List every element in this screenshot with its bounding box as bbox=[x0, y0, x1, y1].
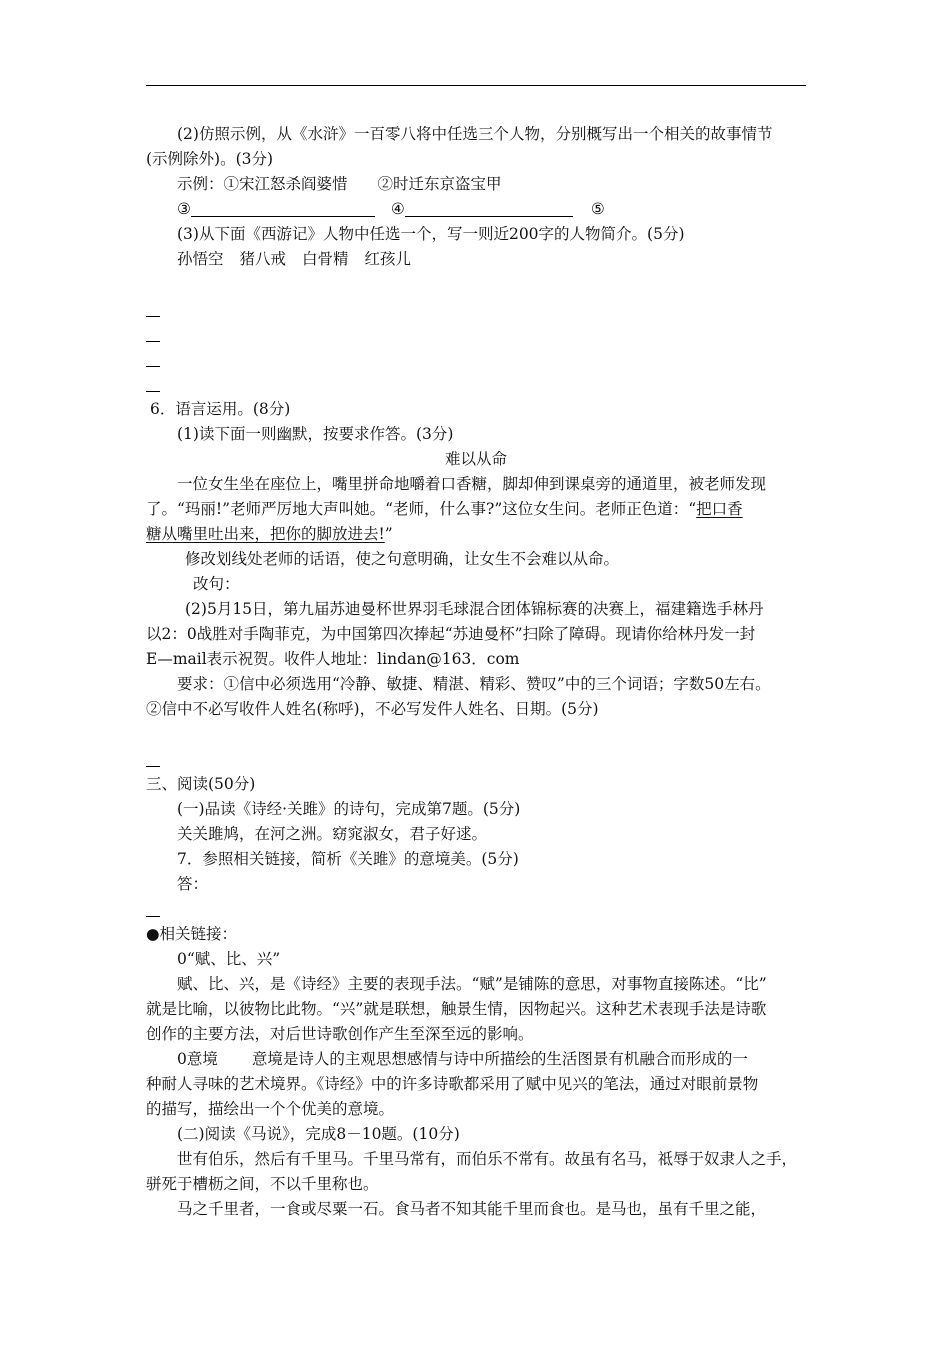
story-line-2 bbox=[146, 497, 810, 522]
poem-lines: 关关雎鸠，在河之洲。窈窕淑女，君子好逑。 bbox=[177, 825, 488, 843]
story-title: 难以从命 bbox=[444, 450, 507, 468]
q5-blanks-line bbox=[177, 197, 810, 222]
q6-instruction: 修改划线处老师的话语，使之句意明确，让女生不会难以从命。 bbox=[185, 550, 620, 568]
answer-blank-4[interactable] bbox=[405, 198, 573, 217]
answer-blank-3[interactable] bbox=[191, 198, 375, 217]
blank-5-label: ⑤ bbox=[590, 200, 605, 218]
story-line-2-text: 了。“玛丽!”老师严厉地大声叫她。“老师，什么事?”这位女生问。老师正色道：“ bbox=[146, 500, 697, 518]
character-1: 孙悟空 bbox=[177, 250, 224, 268]
q7-answer-label: 答： bbox=[177, 875, 209, 893]
section3-title: 三、阅读(50分) bbox=[146, 775, 256, 793]
q6-title: 6．语言运用。(8分) bbox=[150, 400, 291, 418]
q7-prompt: 7．参照相关链接，简析《关雎》的意境美。(5分) bbox=[177, 850, 519, 868]
mashuo-line2: 骈死于槽枥之间，不以千里称也。 bbox=[146, 1175, 379, 1193]
q5-characters bbox=[177, 247, 810, 272]
story-line-1: 一位女生坐在座位上，嘴里拼命地嚼着口香糖，脚却伸到课桌旁的通道里，被老师发现 bbox=[177, 475, 767, 493]
yijing-text: 意境是诗人的主观思想感情与诗中所描绘的生活图景有机融合而形成的一 bbox=[251, 1050, 748, 1068]
fubixing-heading: 0“赋、比、兴” bbox=[177, 950, 281, 968]
mashuo-line1: 世有伯乐，然后有千里马。千里马常有，而伯乐不常有。故虽有名马，祗辱于奴隶人之手， bbox=[177, 1150, 798, 1168]
character-3: 白骨精 bbox=[302, 250, 349, 268]
q5-sub2-line2: (示例除外)。(3分) bbox=[146, 150, 274, 168]
example-label: 示例： bbox=[177, 175, 224, 193]
fubixing-line1: 赋、比、兴，是《诗经》主要的表现手法。“赋”是铺陈的意思，对事物直接陈述。“比” bbox=[177, 975, 767, 993]
yijing-line2: 种耐人寻味的艺术境界。《诗经》中的许多诗歌都采用了赋中见兴的笔法，通过对眼前景物 bbox=[146, 1075, 759, 1093]
example-1: ①宋江怒杀阎婆惜 bbox=[223, 175, 348, 193]
q6-sub2-line1: (2)5月15日，第九届苏迪曼杯世界羽毛球混合团体锦标赛的决赛上，福建籍选手林丹 bbox=[185, 600, 764, 618]
q6-requirements-line1: 要求：①信中必须选用“冷静、敏捷、精湛、精彩、赞叹”中的三个词语；字数50左右。 bbox=[177, 675, 771, 693]
answer-line-short bbox=[146, 916, 160, 917]
blank-3-label: ③ bbox=[177, 200, 191, 218]
q5-sub2-line1: (2)仿照示例，从《水浒》一百零八将中任选三个人物，分别概写出一个相关的故事情节 bbox=[177, 125, 773, 143]
q6-answer-label: 改句： bbox=[193, 575, 240, 593]
yijing-line1 bbox=[177, 1047, 810, 1072]
answer-line-short bbox=[146, 391, 160, 392]
q6-sub2-line2: 以2：0战胜对手陶菲克，为中国第四次捧起“苏迪曼杯”扫除了障碍。现请你给林丹发一封 bbox=[146, 625, 756, 643]
character-2: 猪八戒 bbox=[239, 250, 287, 268]
related-links-label: ●相关链接： bbox=[146, 925, 238, 943]
mashuo-line3: 马之千里者，一食或尽粟一石。食马者不知其能千里而食也。是马也，虽有千里之能， bbox=[177, 1200, 767, 1218]
character-4: 红孩儿 bbox=[364, 250, 412, 268]
q6-sub2-line3: E—mail表示祝贺。收件人地址：lindan@163．com bbox=[146, 650, 520, 668]
underlined-teacher-words: 糖从嘴里吐出来，把你的脚放进去! bbox=[146, 525, 385, 543]
q5-example-line bbox=[177, 172, 810, 197]
yijing-label: 0意境 bbox=[177, 1050, 218, 1068]
header-rule bbox=[146, 85, 806, 86]
part1-intro: (一)品读《诗经·关雎》的诗句，完成第7题。(5分) bbox=[177, 800, 521, 818]
q5-sub3: (3)从下面《西游记》人物中任选一个，写一则近200字的人物简介。(5分) bbox=[177, 225, 685, 243]
blank-4-label: ④ bbox=[390, 200, 405, 218]
example-2: ②时迁东京盗宝甲 bbox=[377, 175, 502, 193]
answer-line-short bbox=[146, 316, 160, 317]
story-line-3 bbox=[146, 522, 810, 547]
yijing-line3: 的描写，描绘出一个个优美的意境。 bbox=[146, 1100, 395, 1118]
fubixing-line3: 创作的主要方法，对后世诗歌创作产生至深至远的影响。 bbox=[146, 1025, 534, 1043]
closing-quote: ” bbox=[384, 525, 393, 543]
q6-requirements-line2: ②信中不必写收件人姓名(称呼)，不必写发件人姓名、日期。(5分) bbox=[146, 700, 599, 718]
fubixing-line2: 就是比喻，以彼物比此物。“兴”就是联想，触景生情，因物起兴。这种艺术表现手法是诗歌 bbox=[146, 1000, 767, 1018]
answer-line-short bbox=[146, 366, 160, 367]
q6-sub1: (1)读下面一则幽默，按要求作答。(3分) bbox=[177, 425, 454, 443]
underlined-teacher-words: 把口香 bbox=[696, 500, 743, 518]
answer-line-short bbox=[146, 341, 160, 342]
part2-intro: (二)阅读《马说》，完成8－10题。(10分) bbox=[177, 1125, 460, 1143]
answer-line-short bbox=[146, 766, 160, 767]
